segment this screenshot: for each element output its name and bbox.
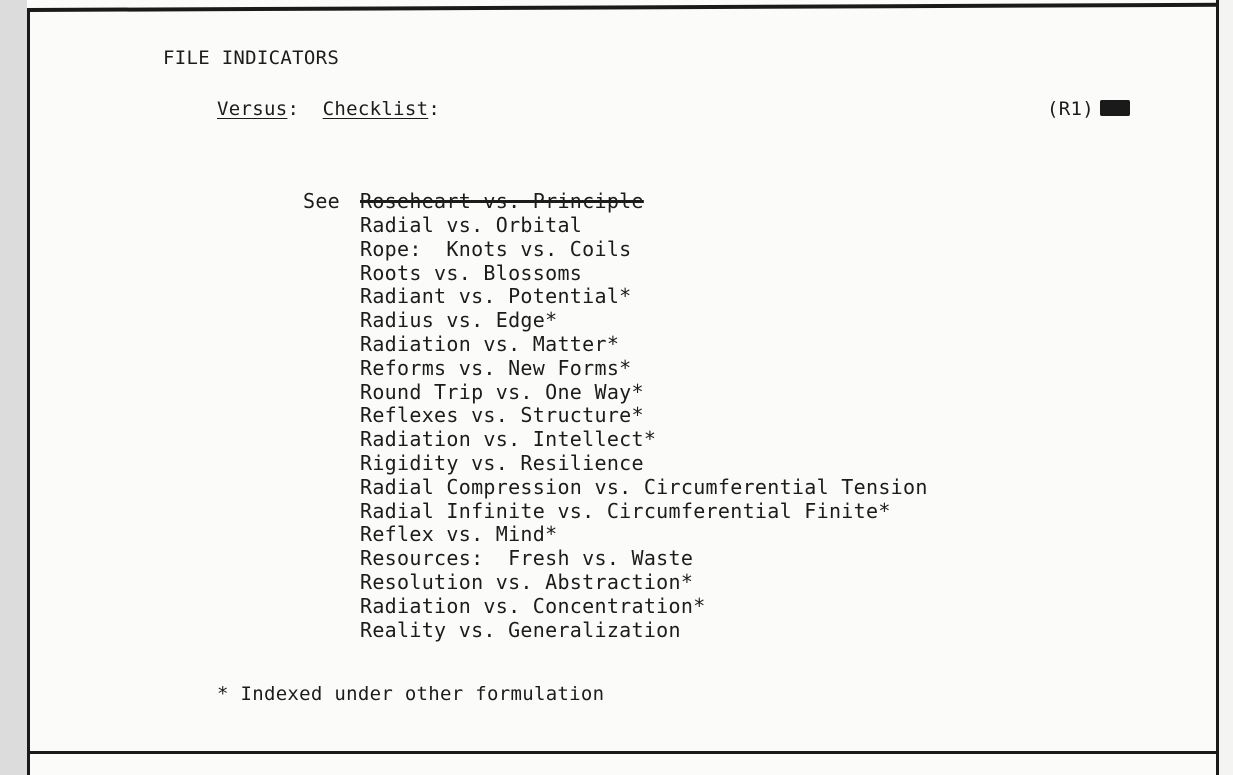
- entry-list: [360, 214, 928, 642]
- list-item: Roots vs. Blossoms: [360, 260, 583, 285]
- list-item: Radiation vs. Matter*: [360, 331, 620, 356]
- left-rule: [27, 8, 30, 775]
- list-item: Rigidity vs. Resilience: [360, 450, 644, 475]
- versus-label: Versus: [217, 98, 288, 120]
- checklist-label: Checklist: [322, 98, 429, 120]
- reference-code: [1047, 98, 1130, 122]
- list-item: Resources: Fresh vs. Waste: [360, 546, 694, 571]
- list-item: Reflexes vs. Structure*: [360, 403, 644, 428]
- list-item: Rope: Knots vs. Coils: [360, 236, 632, 261]
- list-item: Radius vs. Edge*: [360, 308, 558, 333]
- bottom-rule: [27, 751, 1219, 754]
- redaction-mark: [1100, 100, 1130, 116]
- list-item: Radiant vs. Potential*: [360, 284, 632, 309]
- right-margin: [1219, 0, 1233, 775]
- reference-label: (R1): [1047, 98, 1094, 120]
- versus-checklist-heading: Versus: Checklist:: [217, 98, 441, 120]
- list-item: Reality vs. Generalization: [360, 617, 681, 642]
- struck-entry: Roseheart vs. Principle: [360, 189, 644, 213]
- list-item: Reforms vs. New Forms*: [360, 355, 632, 380]
- list-item: Radiation vs. Intellect*: [360, 427, 657, 452]
- top-rule: [27, 3, 1219, 12]
- list-item: Reflex vs. Mind*: [360, 522, 558, 547]
- see-label: See: [303, 189, 341, 213]
- page-margin: [0, 0, 27, 775]
- list-item: Resolution vs. Abstraction*: [360, 569, 694, 594]
- footnote: * Indexed under other formulation: [217, 683, 605, 705]
- page-title: FILE INDICATORS: [163, 47, 340, 69]
- list-item: Round Trip vs. One Way*: [360, 379, 644, 404]
- list-item: Radial Infinite vs. Circumferential Finite*: [360, 498, 891, 523]
- list-item: Radiation vs. Concentration*: [360, 593, 706, 618]
- list-item: Radial vs. Orbital: [360, 213, 583, 237]
- list-item: Radial Compression vs. Circumferential Tension: [360, 474, 928, 499]
